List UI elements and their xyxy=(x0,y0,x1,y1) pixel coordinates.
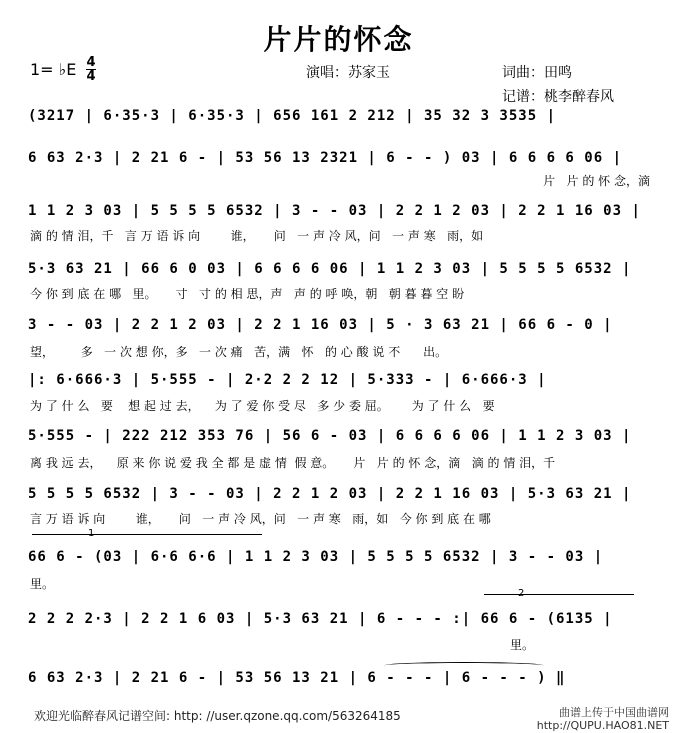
volta-2-bracket xyxy=(484,594,634,595)
watermark-line-2: http://QUPU.HAO81.NET xyxy=(536,719,669,732)
score-line-10: 2 2 2 2·3 | 2 2 1 6 03 | 5·3 63 21 | 6 - - - :| 66 6 - (6135 | xyxy=(28,611,613,627)
song-title: 片片的怀念 xyxy=(263,23,414,56)
lyric-line-3: 滴 的 情 泪，千 言 万 语 诉 向 谁， 问 一 声 冷 风，问 一 声 寒 雨，如 xyxy=(30,229,484,243)
score-line-2: 6 63 2·3 | 2 21 6 - | 53 56 13 2321 | 6 - - ) 03 | 6 6 6 6 06 | xyxy=(28,150,623,166)
footer-welcome: 欢迎光临醉春风记谱空间: http: //user.qzone.qq.com/563264185 xyxy=(34,709,401,723)
score-line-3: 1 1 2 3 03 | 5 5 5 5 6532 | 3 - - 03 | 2 2 1 2 03 | 2 2 1 16 03 | xyxy=(28,203,641,219)
lyric-line-5: 望， 多 一 次 想 你，多 一 次 痛 苦，满 怀 的 心 酸 说 不 出。 xyxy=(30,345,448,359)
singer-credit: 演唱：苏家玉 xyxy=(306,65,390,81)
score-line-8: 5 5 5 5 6532 | 3 - - 03 | 2 2 1 2 03 | 2 2 1 16 03 | 5·3 63 21 | xyxy=(28,486,632,502)
composer-credit: 词曲：田鸣 xyxy=(502,65,572,81)
meter-bottom: 4 xyxy=(86,69,96,84)
score-line-5: 3 - - 03 | 2 2 1 2 03 | 2 2 1 16 03 | 5 · 3 63 21 | 66 6 - 0 | xyxy=(28,317,613,333)
volta-1-bracket xyxy=(32,534,262,535)
key-signature: 1= ♭E xyxy=(30,60,77,79)
meter-top: 4 xyxy=(86,55,96,70)
lyric-line-9: 里。 xyxy=(30,577,55,591)
time-signature xyxy=(86,56,96,83)
lyric-line-10: 里。 xyxy=(510,638,535,652)
watermark-line-1: 曲谱上传于中国曲谱网 xyxy=(559,706,669,719)
lyric-line-2: 片 片 的 怀 念，滴 xyxy=(543,174,650,188)
score-line-1: (3217 | 6·35·3 | 6·35·3 | 656 161 2 212 | 35 32 3 3535 | xyxy=(28,108,557,124)
score-line-11: 6 63 2·3 | 2 21 6 - | 53 56 13 21 | 6 - - - | 6 - - - ) ‖ xyxy=(28,670,566,686)
site-watermark xyxy=(537,706,669,732)
lyric-line-7: 离 我 远 去， 原 来 你 说 爱 我 全 都 是 虚 情 假 意。 片 片 的 怀 念，滴 滴 的 情 泪，千 xyxy=(30,456,556,470)
lyric-line-4: 今 你 到 底 在 哪 里。 寸 寸 的 相 思，声 声 的 呼 唤，朝 朝 暮 暮 空 盼 xyxy=(30,287,465,301)
score-line-6: |: 6·666·3 | 5·555 - | 2·2 2 2 12 | 5·333 - | 6·666·3 | xyxy=(28,372,547,388)
transcriber-credit: 记谱：桃李醉春风 xyxy=(502,89,614,105)
volta-2-label: 2 xyxy=(518,588,525,599)
lyric-line-8: 言 万 语 诉 向 谁， 问 一 声 冷 风，问 一 声 寒 雨，如 今 你 到 底 在 哪 xyxy=(30,512,491,526)
lyric-line-6: 为 了 什 么 要 想 起 过 去， 为 了 爱 你 受 尽 多 少 委 屈。 为 了 什 么 要 xyxy=(30,399,495,413)
tie-slur xyxy=(384,662,544,669)
score-line-7: 5·555 - | 222 212 353 76 | 56 6 - 03 | 6 6 6 6 06 | 1 1 2 3 03 | xyxy=(28,428,632,444)
score-line-4: 5·3 63 21 | 66 6 0 03 | 6 6 6 6 06 | 1 1 2 3 03 | 5 5 5 5 6532 | xyxy=(28,261,632,277)
volta-1-label: 1 xyxy=(88,528,95,539)
score-line-9: 66 6 - (03 | 6·6 6·6 | 1 1 2 3 03 | 5 5 5 5 6532 | 3 - - 03 | xyxy=(28,549,604,565)
